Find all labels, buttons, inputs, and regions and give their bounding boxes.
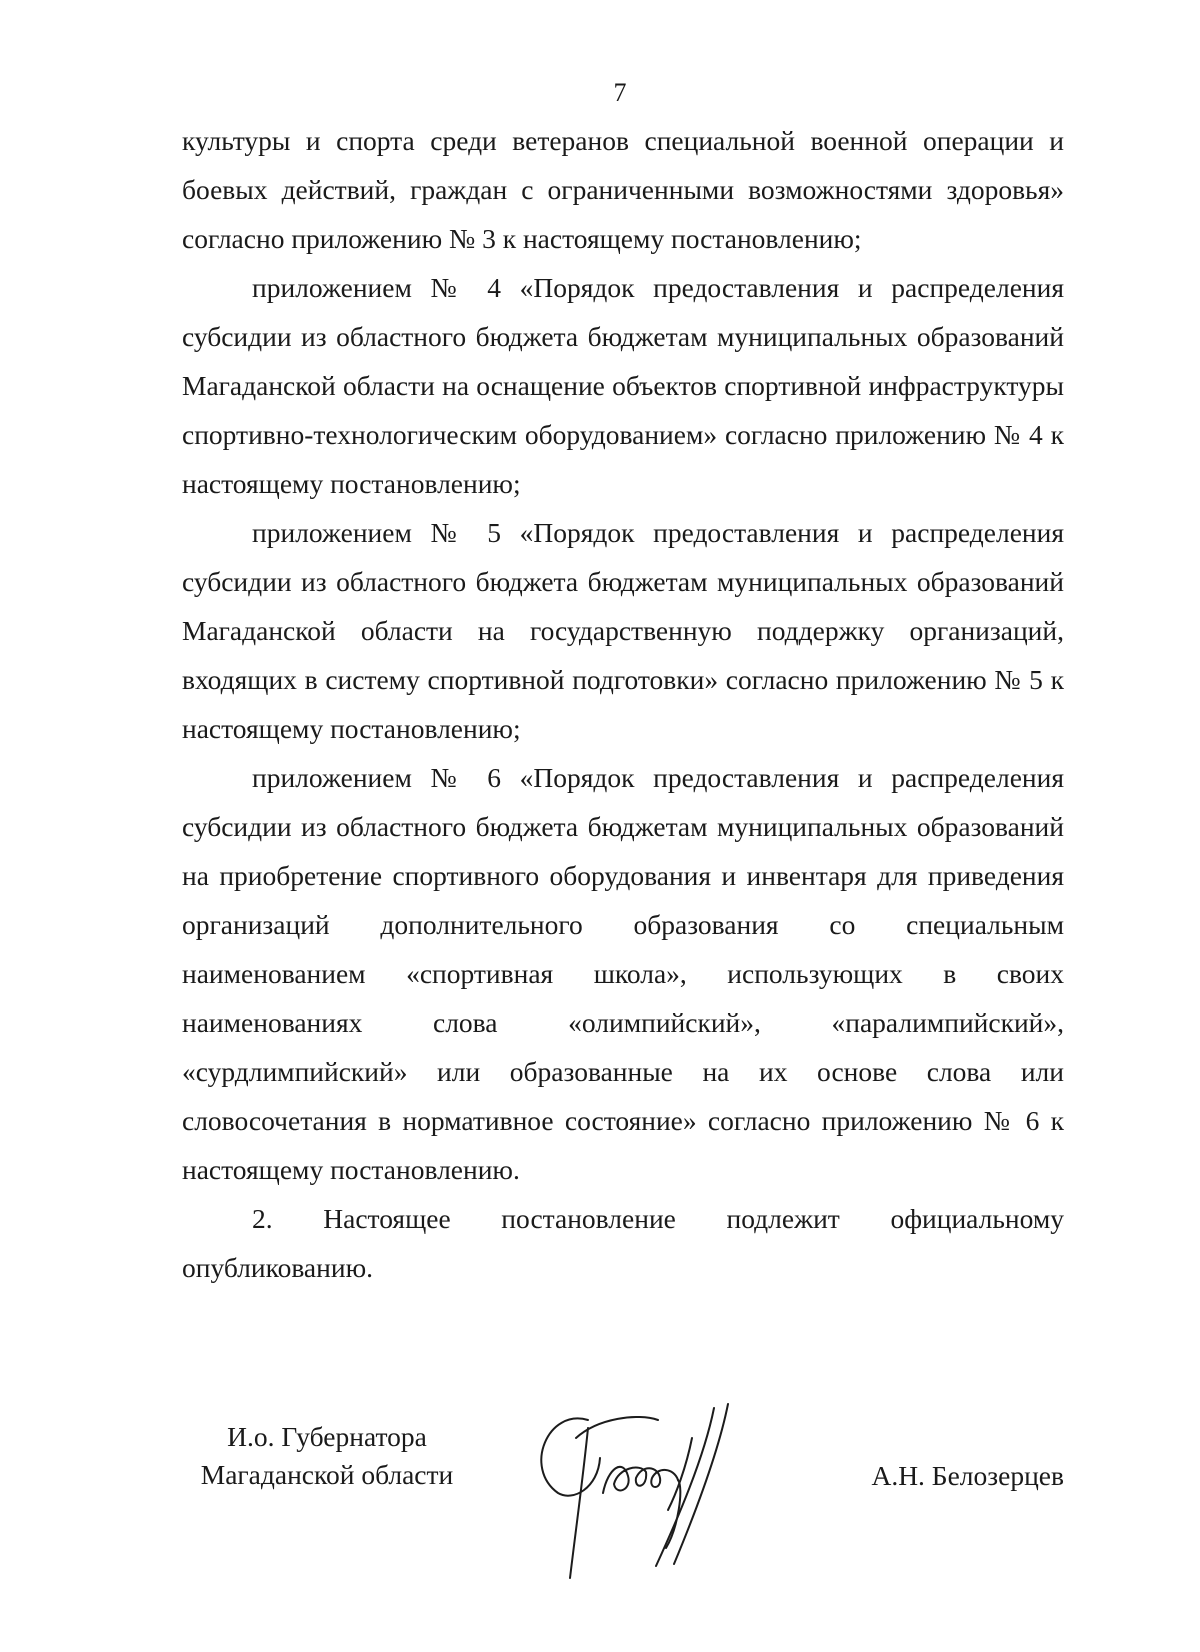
signatory-position-line1: И.о. Губернатора	[227, 1421, 427, 1452]
signatory-position-line2: Магаданской области	[200, 1459, 454, 1490]
paragraph-appendix-5: приложением № 5 «Порядок предоставления и распределения субсидии из областного бюджета бюджетам муниципальных образований Магаданской области на государственную поддержку организаций, входящих в систему спортивной подготовки» согласно приложению № 5 к настоящему постановлению;	[182, 517, 1064, 744]
paragraph-publication: 2. Настоящее постановление подлежит официальному опубликованию.	[182, 1203, 1064, 1283]
paragraph-continuation: культуры и спорта среди ветеранов специальной военной операции и боевых действий, граждан с ограниченными возможностями здоровья» согласно приложению № 3 к настоящему постановлению;	[182, 125, 1064, 254]
signatory-name: А.Н. Белозерцев	[871, 1460, 1064, 1491]
paragraph-appendix-6: приложением № 6 «Порядок предоставления и распределения субсидии из областного бюджета бюджетам муниципальных образований на приобретение спортивного оборудования и инвентаря для приведения организаций дополнительного образования со специальным наименованием «спортивная школа», использующих в своих наименованиях слова «олимпийский», «паралимпийский», «сурдлимпийский» или образованные на их основе слова или словосочетания в нормативное состояние» согласно приложению № 6 к настоящему постановлению.	[182, 762, 1064, 1185]
handwritten-signature	[528, 1398, 768, 1588]
signatory-position	[182, 1418, 472, 1494]
document-body	[182, 116, 1064, 1292]
page-number: 7	[613, 78, 627, 107]
paragraph-appendix-4: приложением № 4 «Порядок предоставления и распределения субсидии из областного бюджета бюджетам муниципальных образований Магаданской области на оснащение объектов спортивной инфраструктуры спортивно-технологическим оборудованием» согласно приложению № 4 к настоящему постановлению;	[182, 272, 1064, 499]
